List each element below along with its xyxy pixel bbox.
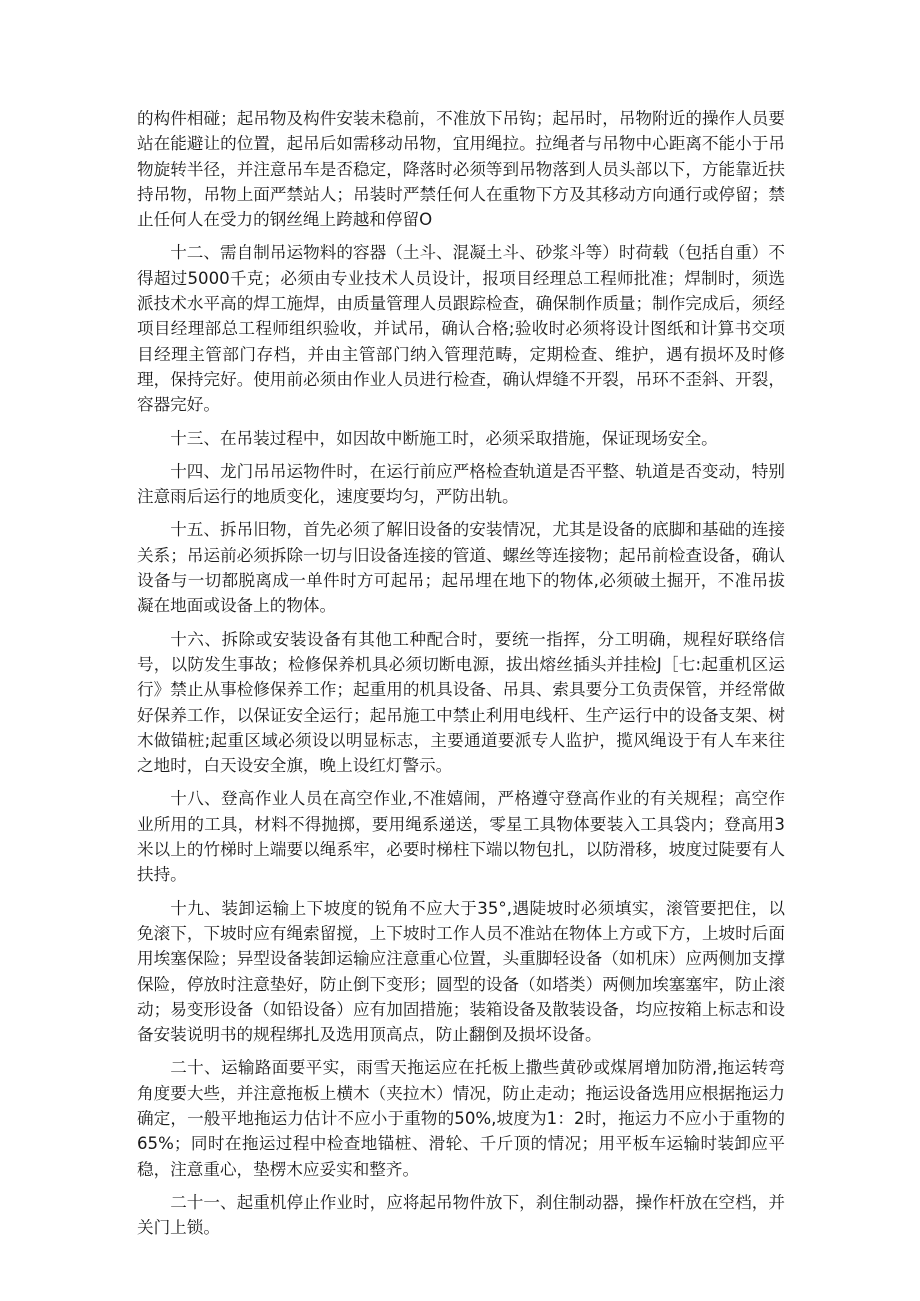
document-body [137,106,785,1248]
paragraph-1: 的构件相碰；起吊物及构件安装未稳前，不准放下吊钩；起吊时，吊物附近的操作人员要站在能避让的位置，起吊后如需移动吊物，宜用绳拉。拉绳者与吊物中心距离不能小于吊物旋转半径，并注意吊车是否稳定，降落时必须等到吊物落到人员头部以下，方能靠近扶持吊物，吊物上面严禁站人；吊装时严禁任何人在重物下方及其移动方向通行或停留；禁止任何人在受力的钢丝绳上跨越和停留O [137,109,785,230]
paragraph-4: 十四、龙门吊吊运物件时，在运行前应严格检查轨道是否平整、轨道是否变动，特别注意雨后运行的地质变化，速度要均匀，严防出轨。 [137,461,785,507]
paragraph-3: 十三、在吊装过程中，如因故中断施工时，必须采取措施，保证现场安全。 [170,428,718,448]
paragraph-7: 十八、登高作业人员在高空作业,不准嬉闹，严格遵守登高作业的有关规程；高空作业所用的工具，材料不得抛掷，要用绳系递送，零星工具物体要装入工具袋内；登高用3米以上的竹梯时上端要以绳系牢，必要时梯柱下端以物包扎，以防滑移，坡度过陡要有人扶持。 [137,789,785,885]
paragraph-2: 十二、需自制吊运物料的容器（土斗、混凝土斗、砂浆斗等）时荷载（包括自重）不得超过5000千克；必须由专业技术人员设计，报项目经理总工程师批准；焊制时，须选派技术水平高的焊工施焊，由质量管理人员跟踪检查，确保制作质量；制作完成后，须经项目经理部总工程师组织验收，并试吊，确认合格;验收时必须将设计图纸和计算书交项目经理主管部门存档，并由主管部门纳入管理范畴，定期检查、维护，遇有损坏及时修理，保持完好。使用前必须由作业人员进行检查，确认焊缝不开裂，吊环不歪斜、开裂，容器完好。 [137,243,785,415]
paragraph-9: 二十、运输路面要平实，雨雪天拖运应在托板上撒些黄砂或煤屑增加防滑,拖运转弯角度要大些，并注意拖板上横木（夹拉木）情况，防止走动；拖运设备选用应根据拖运力确定，一般平地拖运力估计不应小于重物的50%,坡度为1：2时，拖运力不应小于重物的65%；同时在拖运过程中检查地锚桩、滑轮、千斤顶的情况；用平板车运输时装卸应平稳，注意重心，垫楞木应妥实和整齐。 [137,1058,785,1179]
paragraph-10: 二十一、起重机停止作业时，应将起吊物件放下，刹住制动器，操作杆放在空档，并关门上锁。 [137,1192,785,1238]
paragraph-8: 十九、装卸运输上下坡度的锐角不应大于35°,遇陡坡时必须填实，滚管要把住，以免滚下，下坡时应有绳索留搅，上下坡时工作人员不准站在物体上方或下方，上坡时后面用埃塞保险；异型设备装卸运输应注意重心位置，头重脚轻设备（如机床）应两侧加支撑保险，停放时注意垫好，防止倒下变形；圆型的设备（如塔类）两侧加埃塞塞牢，防止滚动；易变形设备（如铅设备）应有加固措施；装箱设备及散装设备，均应按箱上标志和设备安装说明书的规程绑扎及选用顶高点，防止翻倒及损坏设备。 [137,898,785,1045]
paragraph-5: 十五、拆吊旧物，首先必须了解旧设备的安装情况，尤其是设备的底脚和基础的连接关系；吊运前必须拆除一切与旧设备连接的管道、螺丝等连接物；起吊前检查设备，确认设备与一切都脱离成一单件时方可起吊；起吊埋在地下的物体,必须破土掘开，不准吊拔凝在地面或设备上的物体。 [137,520,785,616]
paragraph-6: 十六、拆除或安装设备有其他工种配合时，要统一指挥，分工明确，规程好联络信号，以防发生事故；检修保养机具必须切断电源，拔出熔丝插头并挂检J［七:起重机区运行》禁止从事检修保养工作；起重用的机具设备、吊具、索具要分工负责保管，并经常做好保养工作，以保证安全运行；起吊施工中禁止利用电线杆、生产运行中的设备支架、树木做锚桩;起重区域必须设以明显标志，主要通道要派专人监护，揽风绳设于有人车来往之地时，白天设安全旗，晚上设红灯警示。 [137,629,785,776]
